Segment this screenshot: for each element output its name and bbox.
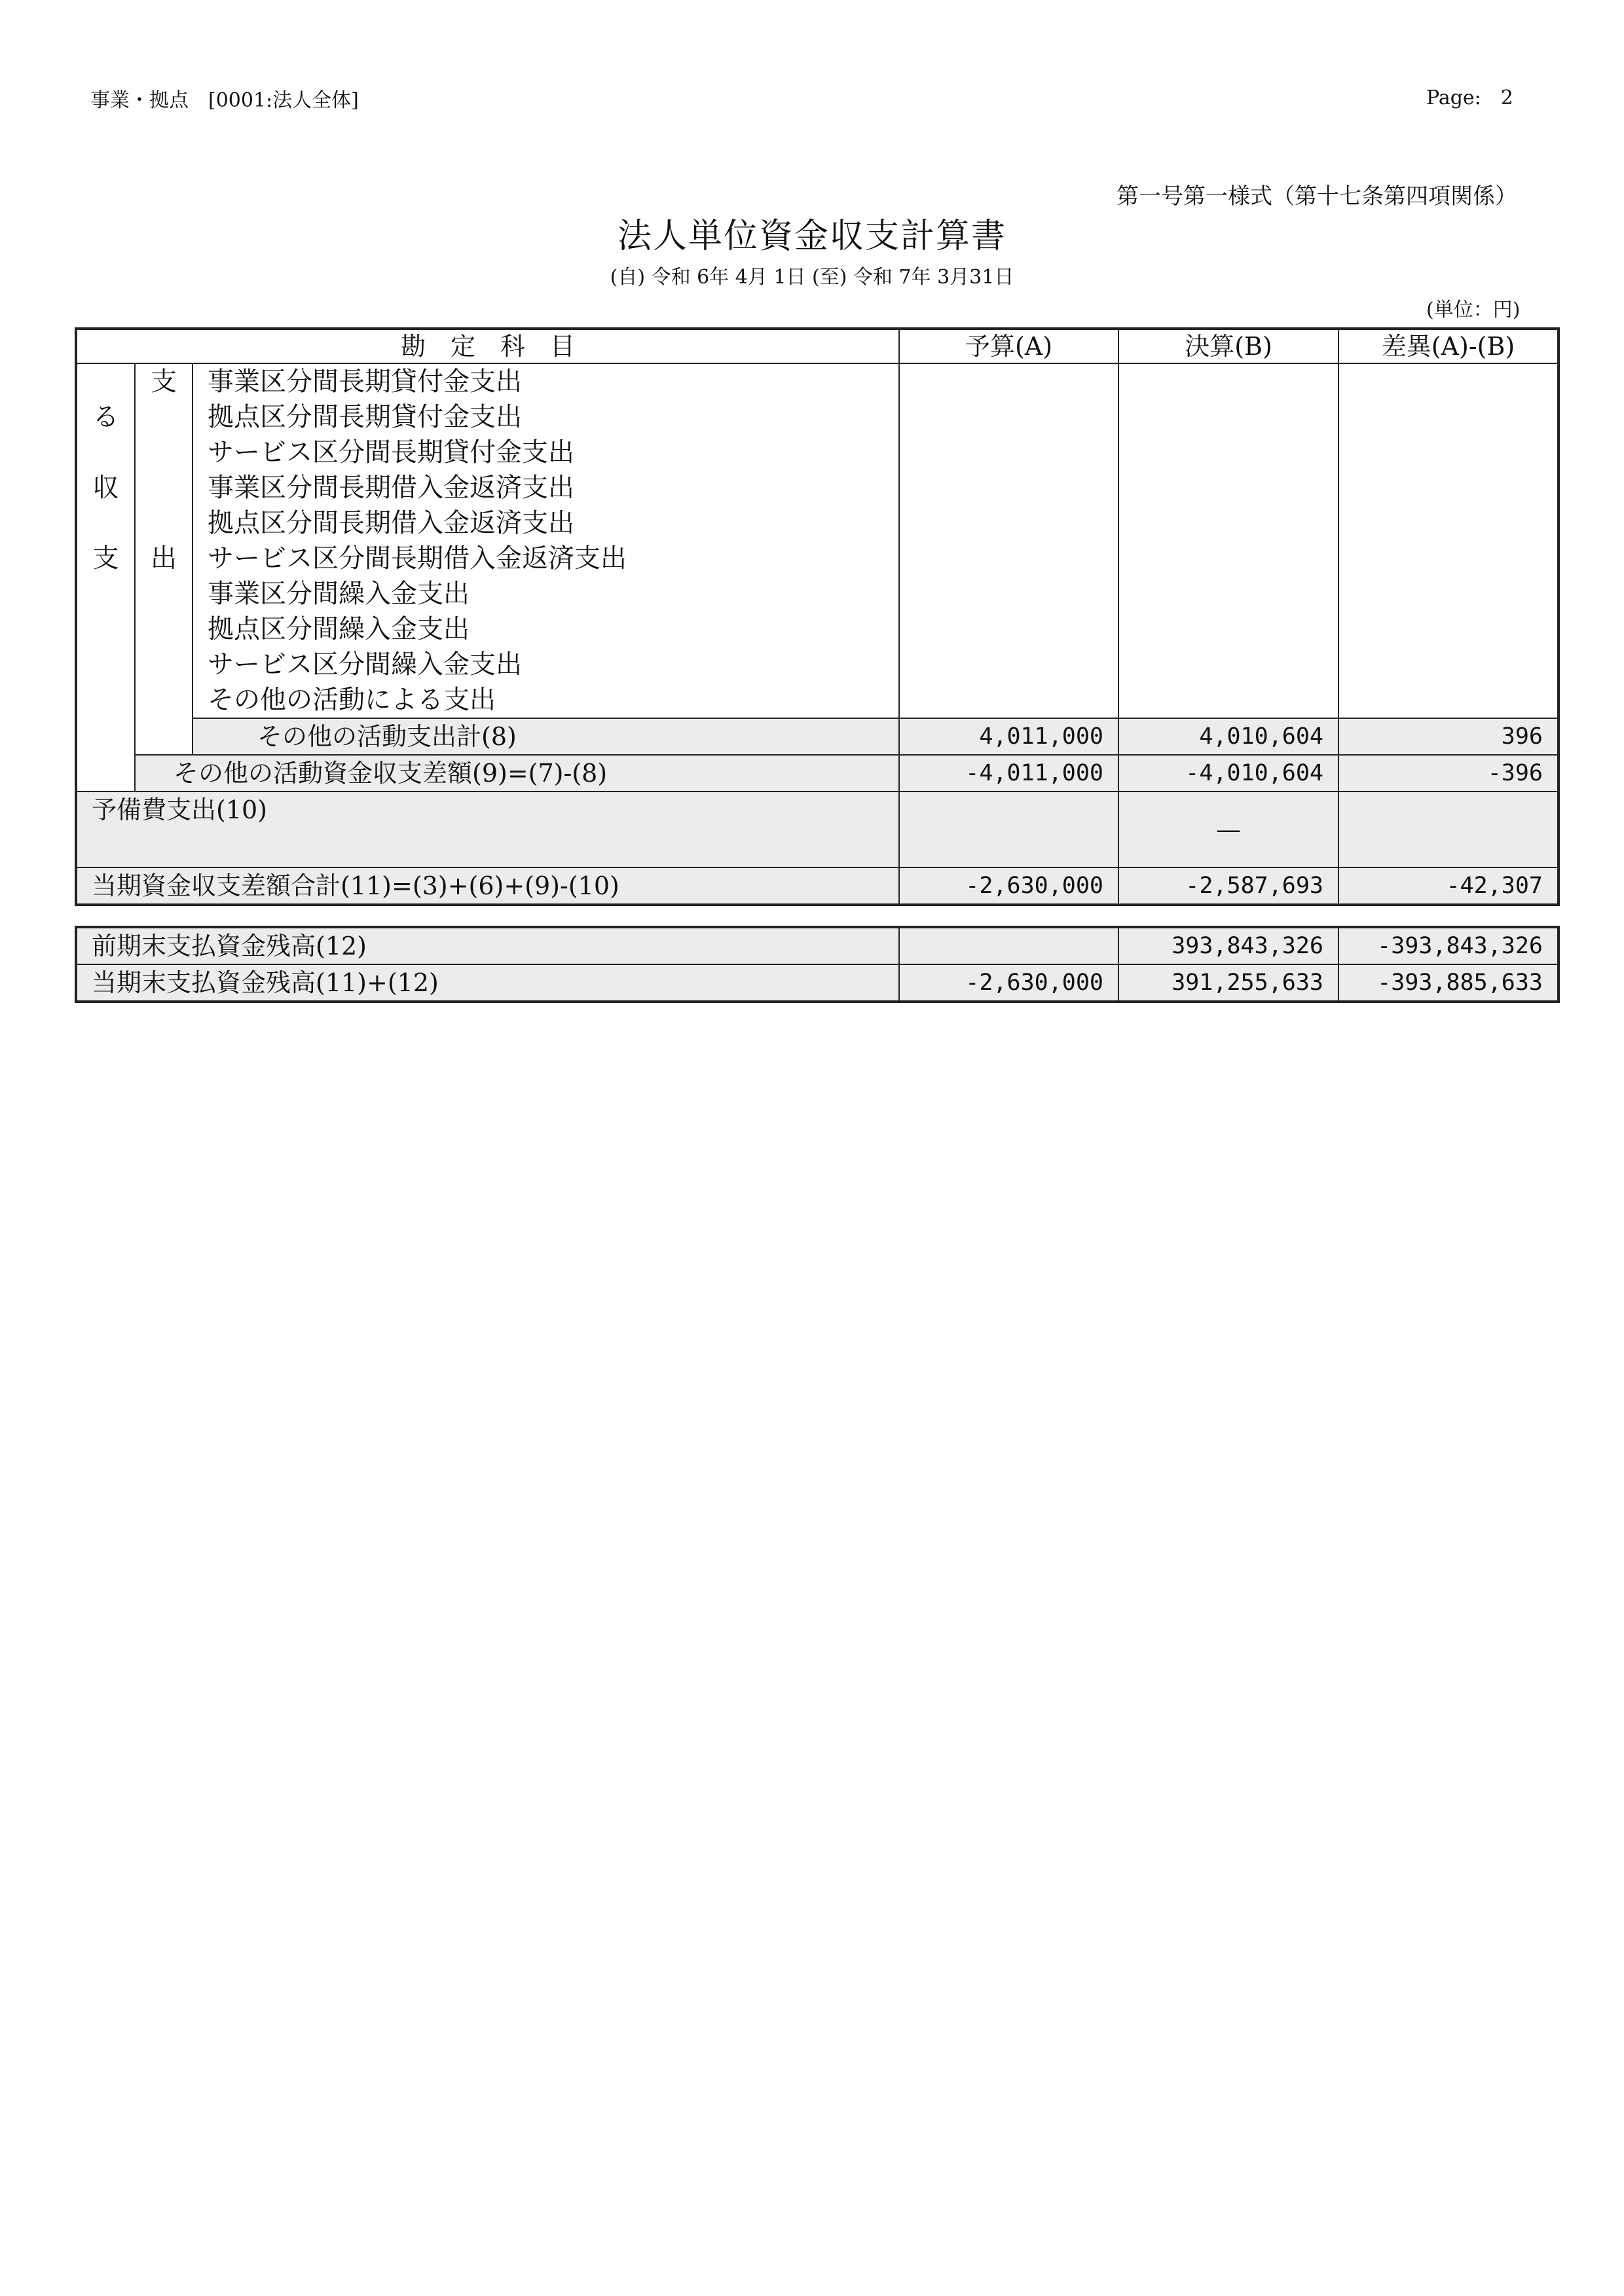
document-title: 法人単位資金収支計算書 — [617, 217, 1006, 256]
cell-diff: -42,307 — [1338, 867, 1559, 905]
cell-budget — [899, 792, 1118, 867]
side-label-outer — [76, 363, 135, 792]
side-char: る — [92, 402, 119, 432]
list-item: 拠点区分間長期貸付金支出 — [208, 402, 522, 432]
cell-budget — [899, 927, 1118, 964]
cell-diff: -393,843,326 — [1338, 927, 1559, 964]
unit-label: (単位：円) — [1426, 299, 1521, 321]
cell-budget: -2,630,000 — [899, 867, 1118, 905]
list-item: サービス区分間長期貸付金支出 — [208, 437, 574, 467]
cell-actual: -4,010,604 — [1118, 755, 1338, 792]
list-item: 事業区分間長期貸付金支出 — [208, 367, 522, 397]
period: (自) 令和 6年 4月 1日 (至) 令和 7年 3月31日 — [610, 266, 1014, 289]
list-item: サービス区分間長期借入金返済支出 — [208, 543, 627, 574]
cell-budget: -4,011,000 — [899, 755, 1118, 792]
list-item: その他の活動による支出 — [208, 685, 496, 715]
cell-actual: -2,587,693 — [1118, 867, 1338, 905]
expense-budget-empty — [899, 363, 1118, 718]
header-entity: 事業・拠点 [0001:法人全体] — [90, 89, 359, 112]
form-number: 第一号第一様式（第十七条第四項関係） — [1116, 183, 1517, 210]
cell-budget: 4,011,000 — [899, 718, 1118, 755]
list-item: 事業区分間繰入金支出 — [208, 579, 470, 609]
side-label-inner — [135, 363, 193, 755]
table-row — [76, 867, 1559, 905]
list-item: 事業区分間長期借入金返済支出 — [208, 473, 574, 503]
row-label: その他の活動資金収支差額(9)=(7)-(8) — [135, 755, 899, 792]
table-row — [76, 755, 1559, 792]
cell-actual: 4,010,604 — [1118, 718, 1338, 755]
row-label: 前期末支払資金残高(12) — [76, 927, 899, 964]
cell-actual: 391,255,633 — [1118, 964, 1338, 1002]
expense-item-list — [193, 363, 899, 718]
side-char: 支 — [92, 543, 119, 574]
cell-diff: -396 — [1338, 755, 1559, 792]
list-item: サービス区分間繰入金支出 — [208, 649, 522, 680]
list-item: 拠点区分間繰入金支出 — [208, 614, 470, 644]
col-actual: 決算(B) — [1118, 329, 1338, 363]
row-label: 当期末支払資金残高(11)+(12) — [76, 964, 899, 1002]
cashflow-table — [75, 327, 1560, 906]
row-label: その他の活動支出計(8) — [193, 718, 899, 755]
side-char: 支 — [151, 367, 177, 397]
side-char: 収 — [92, 473, 119, 503]
expense-diff-empty — [1338, 363, 1559, 718]
table-header-row — [76, 329, 1559, 363]
cell-diff — [1338, 792, 1559, 867]
page-number: Page: 2 — [1426, 86, 1513, 109]
cell-diff: -393,885,633 — [1338, 964, 1559, 1002]
col-account: 勘 定 科 目 — [76, 329, 899, 363]
cell-budget: -2,630,000 — [899, 964, 1118, 1002]
col-diff: 差異(A)-(B) — [1338, 329, 1559, 363]
col-budget: 予算(A) — [899, 329, 1118, 363]
row-label: 当期資金収支差額合計(11)=(3)+(6)+(9)-(10) — [76, 867, 899, 905]
table-row — [76, 964, 1559, 1002]
table-row — [76, 718, 1559, 755]
cell-actual: — — [1118, 792, 1338, 867]
side-char: 出 — [151, 543, 177, 574]
balance-table — [75, 926, 1560, 1003]
cell-diff: 396 — [1338, 718, 1559, 755]
table-row — [76, 927, 1559, 964]
expense-items-row — [76, 363, 1559, 718]
table-row — [76, 792, 1559, 867]
cell-actual: 393,843,326 — [1118, 927, 1338, 964]
row-label: 予備費支出(10) — [76, 792, 899, 867]
expense-actual-empty — [1118, 363, 1338, 718]
list-item: 拠点区分間長期借入金返済支出 — [208, 508, 574, 538]
